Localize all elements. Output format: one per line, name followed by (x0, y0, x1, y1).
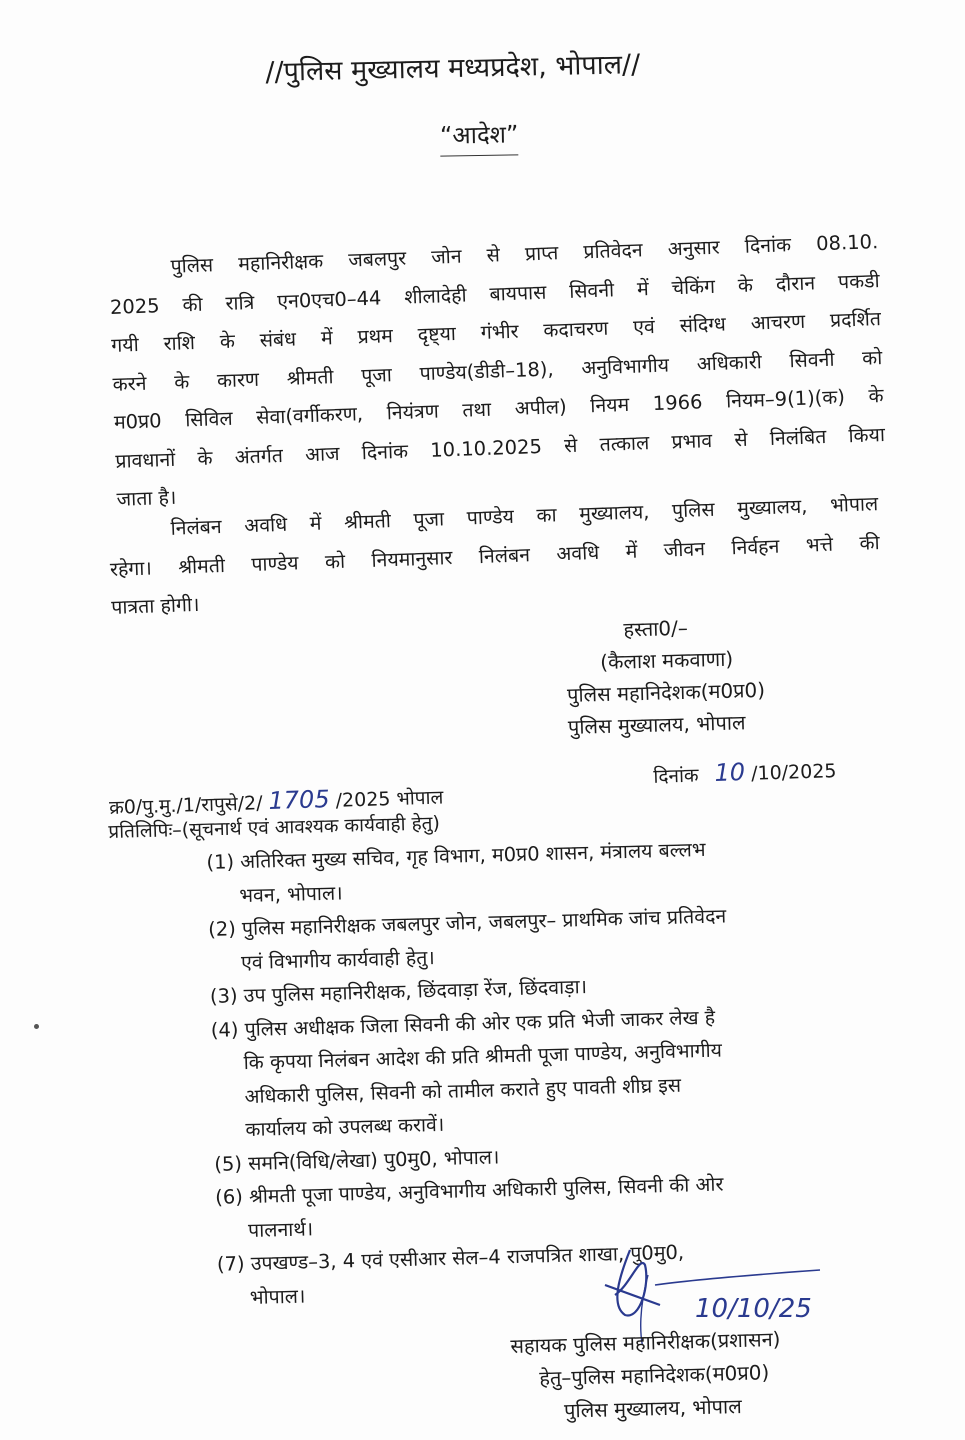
item-number: (6) (214, 1185, 244, 1209)
para2-line: पात्रता होगी। (110, 592, 200, 619)
para1-line: गयी राशि के संबंध में प्रथम दृष्ट्या गंभीर कदाचरण एवं संदिग्ध आचरण प्रदर्शित (110, 307, 882, 357)
signatory-name: (कैलाश मकवाणा) (599, 646, 734, 675)
svg-text:10/10/25: 10/10/25 (695, 1294, 812, 1324)
copy-item-4 (210, 996, 873, 1147)
reference-number: 1705 (268, 785, 331, 815)
item-text: समनि(विधि/लेखा) पु0मु0, भोपाल। (247, 1144, 500, 1175)
item-text: श्रीमती पूजा पाण्डेय, अनुविभागीय अधिकारी पुलिस, सिवनी की ओर (248, 1172, 724, 1208)
copy-to-label: प्रतिलिपिः–(सूचनार्थ एवं आवश्यक कार्यवाही हेतु) (108, 812, 441, 843)
item-text: कार्यालय को उपलब्ध करावें। (245, 1112, 445, 1142)
para1-line: 2025 की रात्रि एन0एच0–44 शीलादेही बायपास सिवनी में चेकिंग के दौरान पकडी (109, 268, 880, 319)
paragraph-1 (108, 223, 887, 519)
item-text: पुलिस महानिरीक्षक जबलपुर जोन, जबलपुर– प्राथमिक जांच प्रतिवेदन (241, 904, 727, 941)
date-label: दिनांक (653, 764, 699, 788)
order-title: “आदेश” (440, 117, 519, 156)
signatory-designation: पुलिस महानिदेशक(म0प्र0) (566, 677, 766, 707)
date-day: 10 (714, 757, 746, 787)
item-text: भोपाल। (249, 1284, 306, 1309)
aig-office: पुलिस मुख्यालय, भोपाल (563, 1393, 743, 1423)
signatory-block-dgp (565, 610, 766, 743)
item-text: अतिरिक्त मुख्य सचिव, गृह विभाग, म0प्र0 शासन, मंत्रालय बल्लभ (239, 837, 706, 874)
item-text: कि कृपया निलंबन आदेश की प्रति श्रीमती पूजा पाण्डेय, अनुविभागीय (243, 1038, 723, 1075)
item-text: उपखण्ड–3, 4 एवं एसीआर सेल–4 राजपत्रित शाखा, पु0मु0, (250, 1240, 685, 1275)
para1-line: जाता है। (116, 485, 177, 511)
item-text: एवं विभागीय कार्यवाही हेतु। (240, 945, 436, 974)
item-text: अधिकारी पुलिस, सिवनी को तामील कराते हुए पावती शीघ्र इस (244, 1073, 682, 1108)
item-number: (2) (207, 917, 237, 941)
para1-line: म0प्र0 सिविल सेवा(वर्गीकरण, नियंत्रण तथा अपील) नियम 1966 नियम–9(1)(क) के (113, 384, 884, 434)
para1-line: पुलिस महानिरीक्षक जबलपुर जोन से प्राप्त प्रतिवेदन अनुसार दिनांक 08.10. (170, 230, 879, 278)
signatory-office: पुलिस मुख्यालय, भोपाल (567, 710, 746, 739)
aig-for: हेतु–पुलिस महानिदेशक(म0प्र0) (538, 1360, 770, 1391)
item-number: (1) (206, 850, 235, 874)
item-text: पालनार्थ। (247, 1216, 314, 1242)
signatory-block-aig (510, 1323, 783, 1429)
date-rest: /10/2025 (750, 760, 837, 785)
reference-line (108, 746, 878, 819)
para1-line: प्रावधानों के अंतर्गत आज दिनांक 10.10.2025 से तत्काल प्रभाव से निलंबित किया (114, 422, 886, 473)
para1-line: करने के कारण श्रीमती पूजा पाण्डेय(डीडी–18), अनुविभागीय अधिकारी सिवनी को (112, 345, 883, 396)
signed-mark: हस्ता0/– (623, 615, 689, 642)
item-number: (5) (214, 1151, 243, 1176)
item-text: भवन, भोपाल। (238, 880, 343, 907)
item-number: (3) (209, 984, 238, 1008)
punch-mark (34, 1024, 39, 1029)
office-header: //पुलिस मुख्यालय मध्यप्रदेश, भोपाल// (265, 49, 641, 88)
reference-prefix: क्र0/पु.मु./1/रापुसे/2/ (108, 792, 263, 819)
item-text: उप पुलिस महानिरीक्षक, छिंदवाड़ा रेंज, छिंदवाड़ा। (243, 975, 588, 1008)
para2-line: रहेगा। श्रीमती पाण्डेय को नियमानुसार निलंबन अवधि में जीवन निर्वहन भत्ते की (109, 530, 880, 581)
item-number: (4) (210, 1017, 239, 1042)
para2-line: निलंबन अवधि में श्रीमती पूजा पाण्डेय का मुख्यालय, पुलिस मुख्यालय, भोपाल (170, 492, 879, 540)
aig-designation: सहायक पुलिस महानिरीक्षक(प्रशासन) (510, 1326, 781, 1358)
copy-to-list (206, 829, 878, 1315)
item-text: पुलिस अधीक्षक जिला सिवनी की ओर एक प्रति भेजी जाकर लेख है (244, 1005, 716, 1041)
reference-suffix: /2025 भोपाल (335, 786, 444, 812)
item-number: (7) (216, 1252, 245, 1276)
